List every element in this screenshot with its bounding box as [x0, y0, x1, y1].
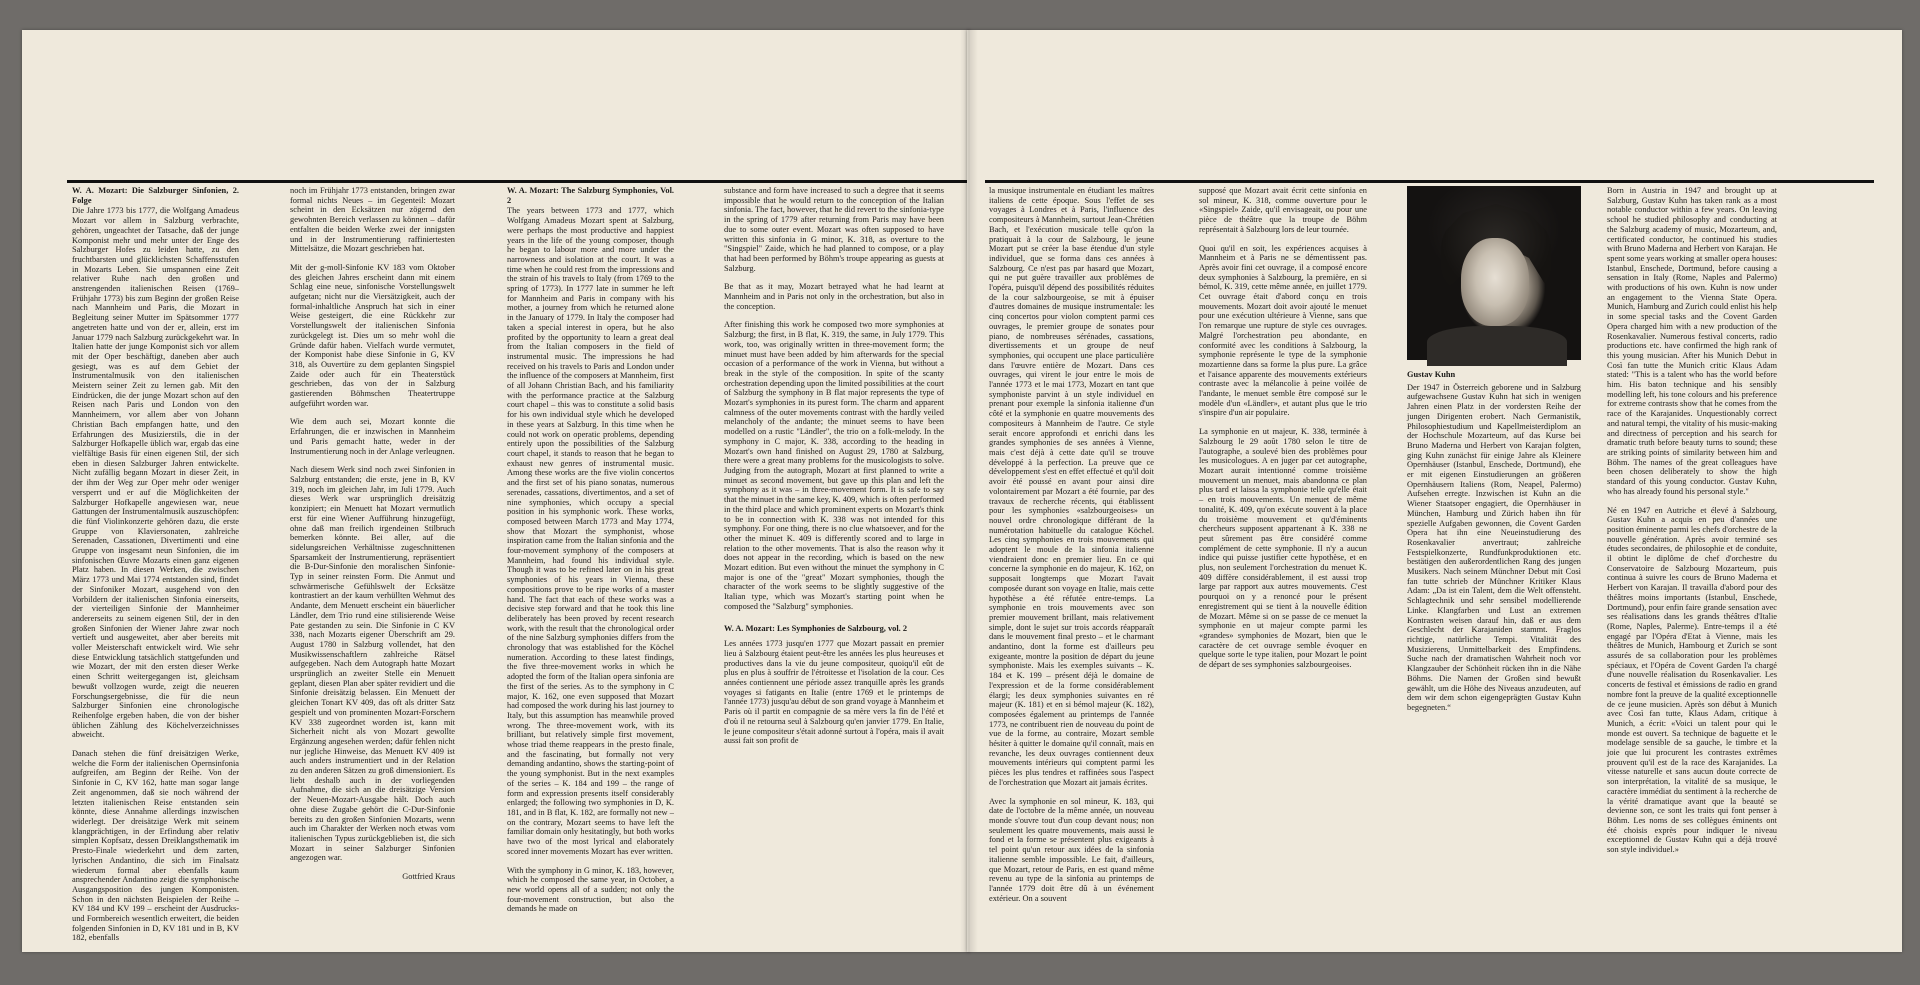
paragraph: Quoi qu'il en soit, les expériences acquises à Mannheim et à Paris ne se démentissent pas. Après avoir fini cet ouvrage, il a composé encore deux symphonies à Salzbourg, la première, en si bémol, K. 319, cette même année, en juillet 1779. Cet ouvrage était d'abord conçu en trois mouvements. Mozart doit avoir ajouté le menuet pour une exécution ultérieure à Vienne, sans que l'on remarque une rupture de style ces ouvrages. Malgré l'orchestration peu abondante, en conformité avec les conditions à Salzbourg, la symphonie représente le type de la symphonie mozartienne dans sa forme la plus pure. La grâce et l'aisance apparente des mouvements extérieurs contraste avec la mélancolie à peine voilée de l'andante, le menuet semble être composé sur le modèle d'un «Ländler», et autant plus que le trio s'inspire d'un air populaire.: [1199, 243, 1367, 418]
paragraph: noch im Frühjahr 1773 entstanden, bringen zwar formal nichts Neues – im Gegenteil: Mozart scheint in den Ecksätzen nur zögernd den gewohnten Bereich verlassen zu können – dafür entfalten die beiden Werke zwei der innigsten und in der Instrumentierung raffiniertesten Mittelsätze, die Mozart geschrieben hat.: [290, 186, 455, 254]
heading-french: W. A. Mozart: Les Symphonies de Salzbourg, vol. 2: [724, 623, 908, 633]
paragraph: Die Jahre 1773 bis 1777, die Wolfgang Amadeus Mozart vor allem in Salzburg verbrachte, gehören, ungeachtet der Tatsache, daß der junge Komponist mehr und mehr unter der Enge des Salzburger Hofes zu leiden hatte, zu den fruchtbarsten und glücklichsten Schaffensstufen in Mozarts Leben. Sie umspannen eine Zeit relativer Ruhe nach den großen und anstrengenden italienischen Reisen (1769–Frühjahr 1773) bis zum Beginn der großen Reise nach Mannheim und Paris, die Mozart in Begleitung seiner Mutter im Spätsommer 1777 angetreten hatte und von der er, allein, erst im Januar 1779 nach Salzburg zurückgekehrt war. In Italien hatte der junge Komponist sich vor allem mit der Oper beschäftigt, daneben aber auch gesiegt, was es auf dem Gebiet der Instrumentalmusik von den italienischen Meistern seiner Zeit zu lernen gab. Mit den Eindrücken, die der junge Mozart schon auf den Reisen nach Paris und London von den Mannheimern, vor allem aber von Johann Christian Bach empfangen hatte, und den Erfahrungen des Musizierstils, die in der Salzburger Hofkapelle üblich war, ergab das eine vielfältige Basis für einen eigenen Stil, der sich eben in diesen Salzburger Jahren entwickelte. Nicht zufällig begann Mozart in dieser Zeit, in der ihm der Weg zur Oper mehr oder weniger versperrt und er auf die Möglichkeiten der Salzburger Hofkapelle angewiesen war, neue Gattungen der Instrumentalmusik auszuschöpfen: die fünf Violinkonzerte gehören dazu, die erste Gruppe von Klaviersonaten, zahlreiche Serenaden, Cassationen, Divertimenti und eine Gruppe von insgesamt neun Sinfonien, die im sinfonischen Œuvre Mozarts einen ganz eigenen Platz haben. In diesen Werken, die zwischen März 1773 und Mai 1774 entstanden sind, findet der Sinfoniker Mozart, ausgehend von den Vorbildern der italienischen Sinfonia einerseits, der vierteiligen Sinfonie der Mannheimer andererseits zu seinem eigenen Stil, der in den großen Sinfonien der Wiener Jahre zwar noch vertieft und ausgeweitet, aber aber bereits mit voller Meisterschaft entwickelt wird. Wie sehr diese Entwicklung tatsächlich stattgefunden und wie Mozart, der mit den ersten dieser Werke einen Schritt weitergegangen ist, gleichsam bewußt vollzogen wurde, zeigt die neueren Forschungsergebnisse, die für die neun Salzburger Sinfonien eine chronologische Reihenfolge ergeben haben, die von der bisher üblichen Zählung des Köchelverzeichnisses abweicht.: [72, 206, 239, 740]
right-page: [967, 30, 1902, 952]
heading-english: W. A. Mozart: The Salzburg Symphonies, Vol. 2: [507, 186, 674, 205]
paragraph: supposé que Mozart avait écrit cette sinfonia en sol mineur, K. 318, comme ouverture pour le «Singspiel» Zaide, qu'il envisageait, ou pour une pièce de théâtre que la troupe de Böhm représentait à Salzbourg lors de leur tournée.: [1199, 186, 1367, 234]
paragraph: Danach stehen die fünf dreisätzigen Werke, welche die Form der italienischen Opernsinfonia aufgreifen, am Beginn der Reihe. Von der Sinfonie in C, KV 162, hatte man sogar lange Zeit angenommen, daß sie noch während der letzten italienischen Reise entstanden sein könnte, diese Annahme allerdings inzwischen widerlegt. Der dreisätzige Werk mit seinem klangprächtigen, in der Erfindung aber relativ simplen Kopfsatz, dessen Dreiklangsthematik im Presto-Finale wiederkehrt und dem zarten, lyrischen Andantino, die sich im Finalsatz wiederum formal aber ebenfalls kaum ansprechender Andantino zeigt die symphonische Ausgangsposition des jungen Komponisten. Schon in den nächsten Beispielen der Reihe – KV 184 und KV 199 – erscheint der Ausdrucks- und Formbereich wesentlich erweitert, die beiden folgenden Sinfonien in D, KV 181 und in B, KV 182, ebenfalls: [72, 749, 239, 943]
paragraph: After finishing this work he composed two more symphonies at Salzburg; the first, in B flat, K. 319, the same, in July 1779. This work, too, was originally written in three-movement form; the minuet must have been added by him afterwards for the special occasion of a performance of the work in Vienna, but without a break in the style of the composition. In spite of the scanty orchestration depending upon the limited possibilities at the court of Salzburg the symphony in B flat major represents the type of Mozart's symphonies in its purest form. The charm and apparent calmness of the outer movements contrast with the hardly veiled melancholy of the andante; the minuet seems to have been modelled on a rustic "Ländler", the trio on a folk-melody. In the symphony in C major, K. 338, according to the heading in Mozart's own hand finished on August 29, 1780 at Salzburg, there were a great many problems for the musicologists to solve. Judging from the autograph, Mozart at first planned to write a minuet as second movement, but gave up this plan and left the symphony as it was – in three-movement form. It is safe to say that the minuet in the same key, K. 409, which is often performed in the third place and which prominent experts on Mozart's think to be in connection with K. 338 was not intended for this symphony. For one thing, there is no clue whatsoever, and for the other the minuet K. 409 is differently scored and to large in relation to the other movements. That is also the reason why it does not appear in the recording, which is based on the new Mozart edition. But even without the minuet the symphony in C major is one of the "great" Mozart symphonies, though the character of the work seems to be slightly suggestive of the Italian type, which was Mozart's starting point when he composed the "Salzburg" symphonies.: [724, 320, 944, 611]
paragraph: Né en 1947 en Autriche et élevé à Salzbourg, Gustav Kuhn a acquis en peu d'années une position éminente parmi les chefs d'orchestre de la nouvelle génération. Après avoir terminé ses études secondaires, de philosophie et de conduite, il obtint le diplôme de chef d'orchestre du Conservatoire de Salzbourg Mozarteum, puis continua à suivre les cours de Bruno Maderna et Herbert von Karajan. Il travailla d'abord pour des théâtres moins importants (Istanbul, Enschede, Dortmund), pour enfin faire grande sensation avec ses réalisations dans les grands théâtres d'Italie (Rome, Naples, Palerme). Entre-temps il a été engagé par l'Opéra d'Etat à Vienne, mais les théâtres de Munich, Hambourg et Zurich se sont assurés de sa collaboration pour les problèmes spéciaux, et l'Opéra de Covent Garden l'a chargé d'une nouvelle réalisation du Rosenkavalier. Les concerts de festival et émissions de radio en grand nombre font la preuve de la qualité exceptionnelle de ce jeune musicien. Après son début à Munich avec Così fan tutte, Klaus Adam, critique à Munich, a écrit: «Voici un talent pour qui le monde est ouvert. Sa technique de baguette et le modelage sensible de sa gauche, le timbre et la joie que lui procurent les contrastes extrêmes prouvent qu'il est de la race des Karajanides. La vitesse naturelle et sans aucun doute correcte de son interprétation, la vitalité de sa musique, le caractère immédiat du sentiment à la recherche de la vérité dramatique avant que la beauté se devienne son, ce sont les traits qui font penser à Böhm. Les noms de ses collègues éminents ont été choisis exprès pour indiquer le niveau exceptionnel de Gustav Kuhn qui a déjà trouvé son style individuel.»: [1607, 505, 1777, 855]
photo-face: [1461, 238, 1529, 326]
top-rule: [985, 180, 1874, 183]
column-french-1: [989, 186, 1154, 932]
top-rule: [67, 180, 968, 183]
column-biography-english-french: [1607, 186, 1777, 932]
column-biography-german: [1407, 370, 1581, 932]
paragraph: Wie dem auch sei, Mozart konnte die Erfahrungen, die er inzwischen in Mannheim und Paris gemacht hatte, weder in der Instrumentierung noch in der Anlage verleugnen.: [290, 417, 455, 456]
paragraph: La symphonie en ut majeur, K. 338, terminée à Salzbourg le 29 août 1780 selon le titre de l'autographe, a soulevé bien des problèmes pour les musicologues. A en juger par cet autographe, Mozart aurait intentionné comme troisième mouvement un menuet, mais abandonna ce plan plus tard et laissa la symphonie telle qu'elle était – en trois mouvements. Un menuet de même tonalité, K. 409, qu'on exécute souvent à la place du troisième mouvement et qu'd'éminents chercheurs supposent appartenant à K. 338 ne peut sûrement pas être considéré comme complément de cette symphonie. Il n'y a aucun indice qui puisse justifier cette hypothèse, et en plus, non seulement l'orchestration du menuet K. 409 diffère considérablement, il est aussi trop large par rapport aux autres mouvements. C'est pourquoi on y a renoncé pour le présent enregistrement qui se tient à la nouvelle édition de Mozart. Même si on se passe de ce menuet la symphonie en ut majeur compte parmi les «grandes» symphonies de Mozart, bien que le caractère de cet ouvrage semble évoquer en quelque sorte le type italien, pour Mozart le point de départ de ses symphonies salzbourgeoises.: [1199, 427, 1367, 670]
paragraph: la musique instrumentale en étudiant les maîtres italiens de cette époque. Sous l'effet de ses voyages à Londres et à Paris, l'influence des compositeurs à Mannheim, surtout Jean-Chrétien Bach, et l'exécution musicale telle qu'on la pratiquait à la cour de Salzbourg, le jeune Mozart put se créer la base étendue d'un style individuel, que se forma dans ces années à Salzbourg. Ce n'est pas par hasard que Mozart, qui ne put guère travailler aux problèmes de l'opéra, puisqu'il dépend des possibilités réduites de la cour salzbourgeoise, se mit à épuiser d'autres domaines de musique instrumentale: les cinq concertos pour violon comptent parmi ces ouvrages, le premier groupe de sonates pour piano, de nombreuses sérénades, cassations, divertissements et un groupe de neuf symphonies, qui occupent une place particulière dans l'œuvre entière de Mozart. Dans ces ouvrages, qui virent le jour entre le mois de l'année 1773 et le mai 1773, Mozart en tant que symphoniste parvint à un style individuel en prenant pour exemple la sinfonia italienne d'un côté et la symphonie en quatre mouvements des compositeurs à Mannheim de l'autre. Ce style serait encore approfondi et enrichi dans les grandes symphonies de ses années à Vienne, mais c'est déjà à cette date qu'il se trouve développé à la perfection. La preuve que ce développement s'est en effet effectué et qu'il doit avoir été poussé en avant pour ainsi dire volontairement par Mozart a été fournie, par des travaux de recherche récents, qui établissent pour les symphonies «salzbourgeoises» un nouvel ordre chronologique différant de la numérotation habituelle du catalogue Köchel. Les cinq symphonies en trois mouvements qui adoptent le moule de la sinfonia italienne viendraient donc en premier lieu. En ce qui concerne la symphonie en do majeur, K. 162, on supposait longtemps que Mozart l'avait composée durant son voyage en Italie, mais cette hypothèse a été réfutée entre-temps. La symphonie en trois mouvements avec son premier mouvement brillant, mais relativement simple, dont le sujet sur trois accords réapparaît dans le mouvement final presto – et le charmant andantino, dont la forme est d'ailleurs peu exigeante, montre la position de départ du jeune symphoniste. Mais les exemples suivants – K. 184 et K. 199 – présent déjà le domaine de l'expression et de la forme considérablement élargi; les deux symphonies suivantes en ré majeur (K. 181) et en si bémol majeur (K. 182), composées également au printemps de l'année 1773, ne contribuent rien de nouveau du point de vue de la forme, au contraire, Mozart semble hésiter à quitter le domaine qu'il connaît, mais en revanche, les deux ouvrages contiennent deux mouvements intérieurs qui comptent parmi les pièces les plus tendres et raffinées sous l'aspect de l'orchestration que Mozart ait jamais écrites.: [989, 186, 1154, 787]
column-german-1: [72, 186, 239, 943]
column-french-2: [1199, 186, 1367, 932]
column-german-2: [290, 186, 455, 932]
paragraph: Mit der g-moll-Sinfonie KV 183 vom Oktober des gleichen Jahres erscheint dann mit einem Schlag eine neue, sinfonische Vorstellungswelt aufgetan; nicht nur die Viersätzigkeit, auch der formal-inhaltliche Anspruch hat sich in einer Weise gesteigert, die eine Rückkehr zur Vorstellungswelt der italienischen Sinfonia zurückgelegt ist. Dies um so mehr wohl die Gründe dafür haben. Vielfach wurde vermutet, der Komponist habe diese Sinfonie in G, KV 318, als Ouvertüre zu dem geplanten Singspiel Zaide oder auch für ein Theaterstück geschrieben, das von der in Salzburg gastierenden Böhmschen Theatertruppe aufgeführt worden war.: [290, 262, 455, 408]
column-english-2: [724, 186, 944, 932]
left-page: [22, 30, 970, 952]
paragraph: Be that as it may, Mozart betrayed what he had learnt at Mannheim and in Paris not only in the orchestration, but also in the conception.: [724, 282, 944, 311]
paragraph: Les années 1773 jusqu'en 1777 que Mozart passait en premier lieu à Salzbourg étaient peut-être les années les plus heureuses et productives dans la vie du jeune compositeur, quoiqu'il eût de plus en plus à souffrir de l'étroitesse et l'isolation de la cour. Ces années contiennent une période assez tranquille après les grands voyages si fatigants en Italie (entre 1769 et le printemps de l'année 1773) jusqu'au début de son grand voyage à Mannheim et Paris où il partit en compagnie de sa mère vers la fin de l'été et d'où il ne retourna seul à Salzbourg qu'en janvier 1779. En Italie, le jeune compositeur s'était adonné surtout à l'opéra, mais il avait aussi fait son profit de: [724, 639, 944, 746]
heading-german: W. A. Mozart: Die Salzburger Sinfonien, 2. Folge: [72, 186, 239, 205]
photo-collar: [1427, 326, 1567, 366]
paragraph: substance and form have increased to such a degree that it seems impossible that he would return to the conception of the Italian sinfonia. The fact, however, that he did revert to the sinfonia-type in the spring of 1779 after returning from Paris may have been due to some outer event. Mozart was often supposed to have written this sinfonia in G minor, K. 318, as overture to the "Singspiel" Zaide, which he had planned to compose, or a play that had been performed by Böhm's troupe appearing as guests at Salzburg.: [724, 186, 944, 273]
paragraph: Nach diesem Werk sind noch zwei Sinfonien in Salzburg entstanden; die erste, jene in B, KV 319, noch im gleichen Jahr, im Juli 1779. Auch dieses Werk war ursprünglich dreisätzig konzipiert; ein Menuett hat Mozart vermutlich erst für eine Wiener Aufführung hinzugefügt, ohne daß man freilich irgendeinen Stilbruch bemerken könnte. Bei aller, auf die sidelungsreichen Verhältnisse zugeschnittenen Sparsamkeit der Instrumentierung, repräsentiert die B-Dur-Sinfonie den moralischen Sinfonie-Typ in seiner reinsten Form. Die Anmut und schwärmerische Gefühlswelt der Ecksätze kontrastiert an der kaum verhüllten Wehmut des Andante, dem Menuett erscheint ein bäuerlicher Ländler, dem Trio rund eine stilisierende Weise Pate gestanden zu sein. Die Sinfonie in C KV 338, nach Mozarts eigener Überschrift am 29. August 1780 in Salzburg vollendet, hat den Musikwissenschaftlern zahlreiche Rätsel aufgegeben. Nach dem Autograph hatte Mozart ursprünglich an zweiter Stelle ein Menuett geplant, diesen Plan aber später revidiert und die Sinfonie dreisätzig belassen. Ein Menuett der gleichen Tonart KV 409, das oft als dritter Satz gespielt und von prominenten Mozart-Forschern KV 338 zugeordnet worden ist, kann mit Sicherheit nicht als von Mozart gewollte Ergänzung angesehen werden; dafür fehlen nicht nur jegliche Hinweise, das Menuett KV 409 ist auch anders instrumentiert und in der Relation zu den anderen Sätzen zu groß dimensioniert. Es liebt deshalb auch in der vorliegenden Aufnahme, die sich an die dreisätzige Version der Neuen-Mozart-Ausgabe hält. Doch auch ohne diese Zugabe gehört die C-Dur-Sinfonie bereits zu den großen Sinfonien Mozarts, wenn auch im Charakter der Werken noch etwas vom italienischen Typus zurückgeblieben ist, die sich Mozart in seiner Salzburger Sinfonien angezogen war.: [290, 465, 455, 863]
paragraph: Born in Austria in 1947 and brought up at Salzburg, Gustav Kuhn has taken rank as a most notable conductor within a few years. On leaving school he studied philosophy and conducting at the Salzburg academy of music, Mozarteum, and, certificated conductor, he continued his studies with Bruno Maderna and Herbert von Karajan. He spent some years working at smaller opera houses: Istanbul, Enschede, Dortmund, before causing a sensation in Italy (Rome, Naples and Palermo) with productions of his own. Kuhn is now under an engagement to the Vienna State Opera. Munich, Hamburg and Zurich could enlist his help in some special tasks and the Covent Garden Opera charged him with a new production of the Rosenkavalier. Numerous festival concerts, radio productions etc. have confirmed the high rank of this young musician. After his Munich Debut in Così fan tutte the Munich critic Klaus Adam stated: "This is a talent who has the world before him. His baton technique and his sensibly modelling left, his tone colours and his preference for extreme contrasts show that he comes from the race of the Karajanides. Unquestionably correct and natural tempi, the vitality of his music-making and directness of perception and his search for dramatic truth before beauty turns to sound; these are striking points of similarity between him and Böhm. The names of the great colleagues have been chosen deliberately to show the high standard of this young conductor. Gustav Kuhn, who has already found his personal style.": [1607, 186, 1778, 496]
column-english-1: [507, 186, 674, 932]
conductor-portrait-photo: [1407, 186, 1581, 360]
paragraph: Avec la symphonie en sol mineur, K. 183, qui date de l'octobre de la même année, un nouveau monde s'ouvre tout d'un coup devant nous; non seulement les quatre mouvements, mais aussi le fond et la forme se présentent plus exigeants à tel point qu'un retour aux idées de la sinfonia italienne semble impossible. Le fait, d'ailleurs, que Mozart, retour de Paris, en est quand même revenu au type de la sinfonia au printemps de l'année 1779 doit être dû à un événement extérieur. On a souvent: [989, 796, 1154, 903]
paragraph: The years between 1773 and 1777, which Wolfgang Amadeus Mozart spent at Salzburg, were perhaps the most productive and happiest years in the life of the young composer, though he began to labour more and more under the narrowness and isolation at the court. It was a time when he could rest from the impressions and the strain of his travels to Italy (from 1769 to the spring of 1773). In 1777 late in summer he left for Mannheim and Paris in company with his mother, a journey from which he returned alone in the January of 1779. In Italy the composer had taken a special interest in opera, but he also profited by the opportunity to learn a great deal from the Italian composers in the field of instrumental music. The impressions he had received on his travels to Paris and London under the influence of the composers at Mannheim, first of all Johann Christian Bach, and his familiarity with the performance practice at the Salzburg court chapel – this was to constitute a solid basis for his own individual style which he developed in these years at Salzburg. In this time when he could not work on operatic problems, depending entirely upon the possibilities of the Salzburg court chapel, it stands to reason that he began to exhaust new genres of instrumental music. Among these works are the five violin concertos and the first set of his piano sonatas, numerous serenades, cassations, divertimentos, and a set of nine symphonies, which occupy a special position in his symphonic work. These works, composed between March 1773 and May 1774, show that Mozart the symphonist, whose inspiration came from the Italian sinfonia and the four-movement symphony of the composers at Mannheim, had found his individual style. Though it was to be refined later on in his great symphonies of his years in Vienna, these compositions prove to be ripe works of a master hand. The fact that each of these works was a decisive step forward and that he took this line deliberately has been proved by recent research work, with the result that the chronological order of the nine Salzburg symphonies differs from the chronology that was established for the Köchel numeration. According to these latest findings, the five three-movement works in which he adopted the form of the Italian opera sinfonia are the first of the series. As to the symphony in C major, K. 162, one even supposed that Mozart had composed the work during his last journey to Italy, but this assumption has meanwhile proved wrong. The three-movement work, with its brilliant, but relatively simple first movement, whose triad theme reappears in the presto finale, and the fascinating, but formally not very demanding andantino, shows the starting-point of the young symphonist. But in the next examples of the series – K. 184 and 199 – the range of form and expression presents itself considerably enlarged; the following two symphonies in D, K. 181, and in B flat, K. 182, are formally not new – on the contrary, Mozart seems to have left the familiar domain only hesitatingly, but both works have two of the most lyrical and elaborately scored inner movements Mozart has ever written.: [507, 206, 674, 856]
author-signature: Gottfried Kraus: [402, 872, 455, 882]
paragraph: Der 1947 in Österreich geborene und in Salzburg aufgewachsene Gustav Kuhn hat sich in wenigen Jahren einen Platz in der vordersten Reihe der jungen Dirigenten erobert. Nach Germanistik, Philosophiestudium und Kapellmeisterdiplom an der Hochschule Mozarteum, auf das Kurse bei Bruno Maderna und Herbert von Karajan folgten, ging Kuhn zunächst für einige Jahre als Kleinere Opernhäuser (Istanbul, Enschede, Dortmund), ehe er mit eigenen Einstudierungen an größeren Opernhäusern Italiens (Rom, Neapel, Palermo) Aufsehen erregte. Inzwischen ist Kuhn an die Wiener Staatsoper engagiert, die Opernhäuser in München, Hamburg und Zürich haben ihn für spezielle Aufgaben gewonnen, die Covent Garden Opera hat ihn eine Neueinstudierung des Rosenkavalier anvertraut; zahlreiche Festspielkonzerte, Rundfunkproduktionen etc. bestätigen den außerordentlichen Rang des jungen Musikers. Nach seinem Münchner Debut mit Così fan tutte schrieb der Münchner Kritiker Klaus Adam: „Da ist ein Talent, dem die Welt offensteht. Schlagtechnik und sehr sensibel modellierende Linke. Klangfarben und Lust an extremen Kontrasten weisen darauf hin, daß er aus dem Geschlecht der Karajaniden stammt. Fraglos richtige, natürliche Tempi. Vitalität des Musizierens, Unmittelbarkeit des Empfindens. Suche nach der dramatischen Wahrheit noch vor Klangzauber der Schönheit rücken ihn in die Nähe Böhms. Die Namen der Großen sind bewußt gewählt, um die Höhe des Niveaus anzudeuten, auf dem wir dem schon eigengeprägten Gustav Kuhn begegneten.“: [1407, 382, 1581, 712]
paragraph: With the symphony in G minor, K. 183, however, which he composed the same year, in October, a new world opens all of a sudden; not only the four-movement construction, but also the demands he made on: [507, 865, 674, 914]
photo-caption: Gustav Kuhn: [1407, 370, 1456, 379]
